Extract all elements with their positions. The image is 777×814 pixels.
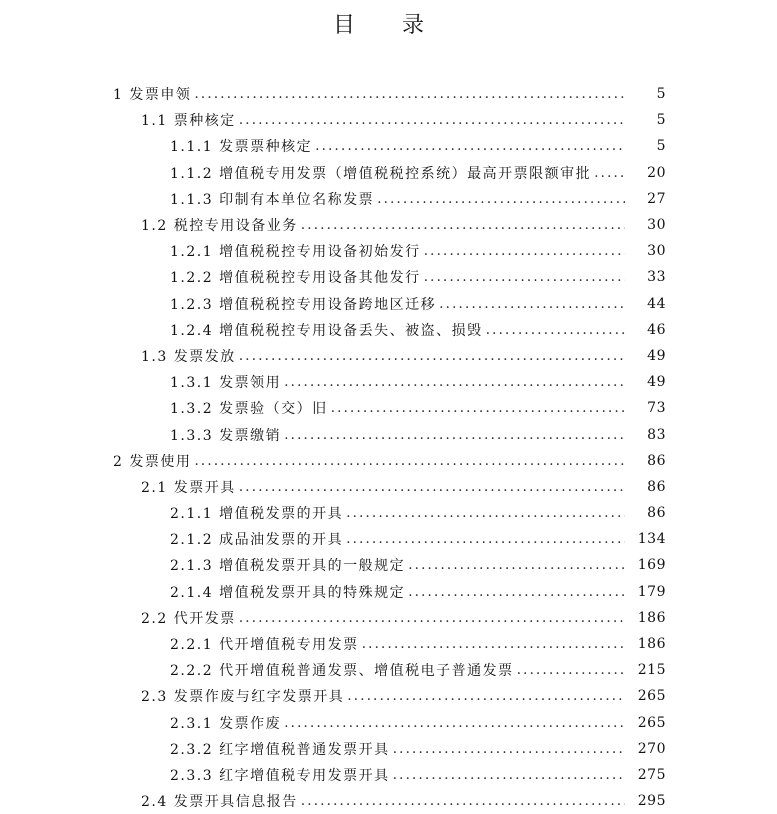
toc-page-number: 275	[637, 766, 666, 783]
toc-page-number: 179	[637, 583, 666, 600]
toc-leader-dots	[347, 688, 625, 704]
toc-entry[interactable]	[0, 212, 777, 238]
toc-entry-label: 2 发票使用	[113, 453, 192, 470]
toc-entry-label: 2.1.4 增值税发票开具的特殊规定	[170, 584, 406, 601]
toc-page-number: 134	[637, 531, 666, 548]
toc-page-number: 30	[647, 243, 666, 260]
toc-entry-label: 2.2.2 代开增值税普通发票、增值税电子普通发票	[170, 663, 514, 680]
toc-entry[interactable]	[0, 395, 777, 421]
toc-entry-label: 1.3.1 发票领用	[170, 375, 282, 392]
toc-leader-dots	[346, 505, 625, 521]
toc-entry-label: 1.2.2 增值税税控专用设备其他发行	[170, 270, 421, 287]
toc-page-number: 49	[647, 374, 666, 391]
toc-entry-label: 1.2.1 增值税税控专用设备初始发行	[170, 244, 421, 261]
toc-entry-label: 1.1 票种核定	[141, 113, 236, 130]
toc-entry[interactable]	[0, 579, 777, 605]
toc-page-number: 270	[637, 740, 666, 757]
toc-leader-dots	[439, 296, 625, 312]
toc-entry[interactable]	[0, 552, 777, 578]
toc-entry[interactable]	[0, 736, 777, 762]
toc-leader-dots	[301, 217, 625, 233]
toc-entry[interactable]	[0, 238, 777, 264]
toc-leader-dots	[393, 741, 625, 757]
toc-entry[interactable]	[0, 317, 777, 343]
toc-entry-label: 1 发票申领	[113, 87, 192, 104]
toc-entry-label: 1.2.4 增值税税控专用设备丢失、被盗、损毁	[170, 322, 483, 339]
toc-page-number: 5	[656, 112, 666, 129]
toc-page-number: 215	[637, 662, 666, 679]
toc-entry[interactable]	[0, 107, 777, 133]
toc-page-number: 73	[647, 400, 666, 417]
toc-leader-dots	[424, 269, 625, 285]
toc-leader-dots	[239, 112, 625, 128]
toc-page-number: 5	[656, 138, 666, 155]
toc-entry[interactable]	[0, 631, 777, 657]
toc-entry[interactable]	[0, 474, 777, 500]
toc-page-number: 265	[637, 688, 666, 705]
toc-entry-label: 2.1.3 增值税发票开具的一般规定	[170, 558, 406, 575]
toc-entry-label: 2.1.1 增值税发票的开具	[170, 506, 344, 523]
toc-entry-label: 2.1 发票开具	[141, 479, 236, 496]
toc-entry[interactable]	[0, 762, 777, 788]
toc-entry[interactable]	[0, 526, 777, 552]
toc-entry[interactable]	[0, 186, 777, 212]
toc-entry-label: 2.3.1 发票作废	[170, 715, 282, 732]
toc-page-number: 186	[637, 636, 666, 653]
toc-page-number: 33	[647, 269, 666, 286]
toc-page-number: 295	[637, 793, 666, 810]
toc-entry[interactable]	[0, 421, 777, 447]
toc-leader-dots	[346, 531, 625, 547]
toc-entry-label: 1.2 税控专用设备业务	[141, 218, 298, 235]
toc-page-number: 44	[647, 295, 666, 312]
toc-page-number: 186	[637, 609, 666, 626]
toc-entry-label: 2.4 发票开具信息报告	[141, 794, 298, 811]
toc-leader-dots	[194, 453, 625, 469]
toc-leader-dots	[194, 86, 625, 102]
toc-page-number: 46	[647, 321, 666, 338]
toc-page-number: 27	[647, 190, 666, 207]
toc-leader-dots	[284, 427, 625, 443]
toc-page-number: 86	[647, 478, 666, 495]
toc-entry[interactable]	[0, 683, 777, 709]
toc-page-number: 83	[647, 426, 666, 443]
toc-entry[interactable]	[0, 160, 777, 186]
toc-entry[interactable]	[0, 500, 777, 526]
toc-entry[interactable]	[0, 448, 777, 474]
toc-entry[interactable]	[0, 605, 777, 631]
toc-page-number: 30	[647, 217, 666, 234]
toc-entry[interactable]	[0, 343, 777, 369]
toc-entry-label: 1.3 发票发放	[141, 348, 236, 365]
toc-entry[interactable]	[0, 788, 777, 814]
toc-leader-dots	[315, 138, 625, 154]
toc-entry[interactable]	[0, 710, 777, 736]
toc-entry-label: 2.3.3 红字增值税专用发票开具	[170, 767, 390, 784]
table-of-contents	[0, 81, 777, 814]
toc-entry-label: 2.1.2 成品油发票的开具	[170, 532, 344, 549]
toc-leader-dots	[284, 715, 625, 731]
toc-entry[interactable]	[0, 369, 777, 395]
toc-entry[interactable]	[0, 81, 777, 107]
toc-leader-dots	[239, 610, 625, 626]
toc-entry-label: 1.3.2 发票验（交）旧	[170, 401, 328, 418]
toc-leader-dots	[239, 348, 625, 364]
toc-leader-dots	[408, 557, 625, 573]
toc-leader-dots	[301, 793, 625, 809]
toc-entry[interactable]	[0, 264, 777, 290]
toc-entry[interactable]	[0, 291, 777, 317]
toc-page-number: 5	[656, 86, 666, 103]
toc-leader-dots	[362, 636, 625, 652]
page-title: 目 录	[333, 13, 444, 38]
toc-entry-label: 1.1.2 增值税专用发票（增值税税控系统）最高开票限额审批	[170, 165, 592, 182]
toc-page-number: 169	[637, 557, 666, 574]
toc-entry-label: 1.3.3 发票缴销	[170, 427, 282, 444]
toc-entry-label: 2.2 代开发票	[141, 610, 236, 627]
toc-entry[interactable]	[0, 133, 777, 159]
toc-leader-dots	[594, 165, 625, 181]
toc-leader-dots	[377, 191, 625, 207]
toc-page-number: 20	[647, 164, 666, 181]
toc-entry-label: 1.1.3 印制有本单位名称发票	[170, 191, 375, 208]
toc-leader-dots	[424, 243, 625, 259]
toc-entry-label: 2.3.2 红字增值税普通发票开具	[170, 741, 390, 758]
toc-page-number: 86	[647, 452, 666, 469]
toc-leader-dots	[408, 584, 625, 600]
toc-leader-dots	[486, 322, 625, 338]
toc-leader-dots	[239, 479, 625, 495]
toc-leader-dots	[393, 767, 625, 783]
toc-entry[interactable]	[0, 657, 777, 683]
toc-entry-label: 1.1.1 发票票种核定	[170, 139, 313, 156]
toc-entry-label: 1.2.3 增值税税控专用设备跨地区迁移	[170, 296, 437, 313]
toc-entry-label: 2.2.1 代开增值税专用发票	[170, 637, 359, 654]
toc-leader-dots	[331, 400, 625, 416]
toc-leader-dots	[517, 662, 625, 678]
toc-page-number: 86	[647, 505, 666, 522]
toc-entry-label: 2.3 发票作废与红字发票开具	[141, 689, 345, 706]
toc-page-number: 265	[637, 714, 666, 731]
toc-page-number: 49	[647, 347, 666, 364]
toc-leader-dots	[284, 374, 625, 390]
